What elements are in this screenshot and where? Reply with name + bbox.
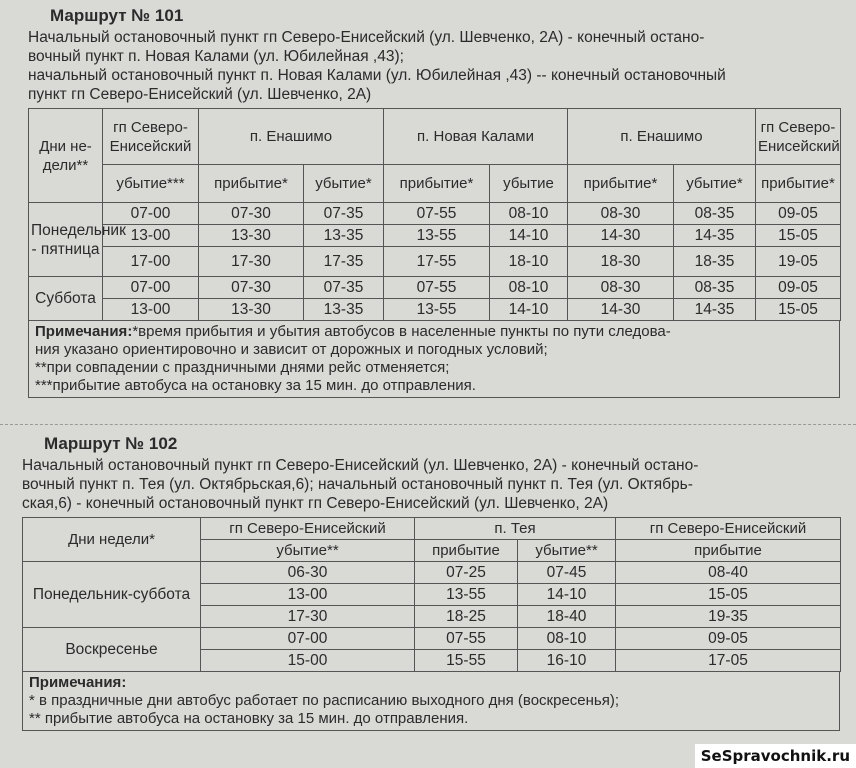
- time-cell: 13-30: [199, 225, 304, 247]
- sub-header: прибытие*: [384, 165, 490, 203]
- sub-header: убытие*: [674, 165, 756, 203]
- route-101-notes: [28, 321, 840, 398]
- time-cell: 18-30: [568, 247, 674, 277]
- sub-header: убытие***: [103, 165, 199, 203]
- weekday-label: Понедельник-суббота: [23, 562, 201, 628]
- note-line: **при совпадении с праздничными днями рейс отменяется;: [35, 359, 450, 376]
- time-cell: 07-00: [201, 628, 415, 650]
- time-cell: 17-35: [304, 247, 384, 277]
- notes-title: Примечания:: [35, 323, 133, 340]
- days-header: Дни недели*: [23, 518, 201, 562]
- sub-header: прибытие*: [756, 165, 841, 203]
- time-cell: 17-05: [616, 650, 841, 672]
- time-cell: 08-10: [490, 203, 568, 225]
- watermark: SeSpravochnik.ru: [695, 744, 856, 768]
- time-cell: 07-30: [199, 277, 304, 299]
- time-cell: 13-35: [304, 225, 384, 247]
- time-cell: 15-00: [201, 650, 415, 672]
- route-102-table: [22, 517, 841, 672]
- time-cell: 08-35: [674, 277, 756, 299]
- time-cell: 09-05: [756, 277, 841, 299]
- time-cell: 07-35: [304, 203, 384, 225]
- time-cell: 19-05: [756, 247, 841, 277]
- time-cell: 13-00: [103, 299, 199, 321]
- note-line: ** прибытие автобуса на остановку за 15 мин. до отправления.: [29, 710, 469, 727]
- time-cell: 07-25: [415, 562, 518, 584]
- route-102-title: Маршрут № 102: [44, 434, 178, 453]
- time-cell: 07-55: [384, 277, 490, 299]
- route-102-desc-line: ская,6) - конечный остановочный пункт гп Северо-Енисейский (ул. Шевченко, 2А): [22, 495, 609, 512]
- sub-header: прибытие*: [199, 165, 304, 203]
- sunday-label: Воскресенье: [23, 628, 201, 672]
- time-cell: 19-35: [616, 606, 841, 628]
- note-line: ***прибытие автобуса на остановку за 15 мин. до отправления.: [35, 377, 476, 394]
- route-101-title: Маршрут № 101: [50, 6, 184, 25]
- time-cell: 07-55: [415, 628, 518, 650]
- time-cell: 08-30: [568, 277, 674, 299]
- stop-header: гп Северо-Енисейский: [756, 109, 841, 165]
- time-cell: 18-10: [490, 247, 568, 277]
- route-102-desc-line: вочный пункт п. Тея (ул. Октябрьская,6); начальный остановочный пункт п. Тея (ул. Октябрь-: [22, 476, 693, 493]
- time-cell: 07-45: [518, 562, 616, 584]
- time-cell: 13-55: [384, 299, 490, 321]
- time-cell: 13-55: [384, 225, 490, 247]
- route-101-desc-line: Начальный остановочный пункт гп Северо-Енисейский (ул. Шевченко, 2А) - конечный остано-: [28, 29, 705, 46]
- time-cell: 07-55: [384, 203, 490, 225]
- route-101-table: [28, 108, 841, 321]
- time-cell: 08-40: [616, 562, 841, 584]
- time-cell: 17-55: [384, 247, 490, 277]
- note-line: *время прибытия и убытия автобусов в населенные пункты по пути следова-: [132, 323, 671, 340]
- time-cell: 09-05: [756, 203, 841, 225]
- route-102-notes: [22, 672, 840, 731]
- time-cell: 08-30: [568, 203, 674, 225]
- route-101-desc-line: пункт гп Северо-Енисейский (ул. Шевченко, 2А): [28, 86, 372, 103]
- time-cell: 16-10: [518, 650, 616, 672]
- time-cell: 15-05: [756, 225, 841, 247]
- time-cell: 06-30: [201, 562, 415, 584]
- time-cell: 15-05: [756, 299, 841, 321]
- time-cell: 14-10: [518, 584, 616, 606]
- time-cell: 18-35: [674, 247, 756, 277]
- note-line: ния указано ориентировочно и зависит от дорожных и погодных условий;: [35, 341, 548, 358]
- sub-header: прибытие: [415, 540, 518, 562]
- time-cell: 09-05: [616, 628, 841, 650]
- time-cell: 14-10: [490, 225, 568, 247]
- route-102-section: [22, 434, 840, 731]
- time-cell: 14-35: [674, 225, 756, 247]
- stop-header: п. Енашимо: [568, 109, 756, 165]
- time-cell: 18-40: [518, 606, 616, 628]
- time-cell: 08-10: [490, 277, 568, 299]
- time-cell: 08-35: [674, 203, 756, 225]
- time-cell: 13-00: [201, 584, 415, 606]
- sub-header: прибытие: [616, 540, 841, 562]
- sub-header: убытие**: [518, 540, 616, 562]
- route-101-section: [28, 6, 840, 398]
- stop-header: п. Енашимо: [199, 109, 384, 165]
- sub-header: убытие: [490, 165, 568, 203]
- time-cell: 07-00: [103, 203, 199, 225]
- saturday-label: Суббота: [29, 277, 103, 321]
- stop-header: гп Северо-Енисейский: [616, 518, 841, 540]
- sub-header: убытие*: [304, 165, 384, 203]
- time-cell: 14-35: [674, 299, 756, 321]
- time-cell: 17-30: [199, 247, 304, 277]
- time-cell: 18-25: [415, 606, 518, 628]
- stop-header: гп Северо-Енисейский: [103, 109, 199, 165]
- stop-header: п. Тея: [415, 518, 616, 540]
- route-101-desc-line: вочный пункт п. Новая Калами (ул. Юбилейная ,43);: [28, 48, 404, 65]
- time-cell: 17-30: [201, 606, 415, 628]
- time-cell: 07-00: [103, 277, 199, 299]
- time-cell: 07-35: [304, 277, 384, 299]
- time-cell: 15-55: [415, 650, 518, 672]
- time-cell: 07-30: [199, 203, 304, 225]
- stop-header: гп Северо-Енисейский: [201, 518, 415, 540]
- time-cell: 13-30: [199, 299, 304, 321]
- note-line: * в праздничные дни автобус работает по расписанию выходного дня (воскресенья);: [29, 692, 620, 709]
- time-cell: 14-30: [568, 225, 674, 247]
- time-cell: 14-10: [490, 299, 568, 321]
- days-header: Дни не- дели**: [29, 109, 103, 203]
- notes-title: Примечания:: [29, 674, 127, 691]
- time-cell: 13-35: [304, 299, 384, 321]
- sub-header: прибытие*: [568, 165, 674, 203]
- time-cell: 15-05: [616, 584, 841, 606]
- weekday-label: Понедельник - пятница: [29, 203, 103, 277]
- sub-header: убытие**: [201, 540, 415, 562]
- section-divider: [0, 424, 856, 425]
- time-cell: 13-00: [103, 225, 199, 247]
- time-cell: 08-10: [518, 628, 616, 650]
- stop-header: п. Новая Калами: [384, 109, 568, 165]
- time-cell: 13-55: [415, 584, 518, 606]
- route-102-desc-line: Начальный остановочный пункт гп Северо-Енисейский (ул. Шевченко, 2А) - конечный остано-: [22, 457, 699, 474]
- route-101-desc-line: начальный остановочный пункт п. Новая Калами (ул. Юбилейная ,43) -- конечный остановочный: [28, 67, 726, 84]
- time-cell: 14-30: [568, 299, 674, 321]
- time-cell: 17-00: [103, 247, 199, 277]
